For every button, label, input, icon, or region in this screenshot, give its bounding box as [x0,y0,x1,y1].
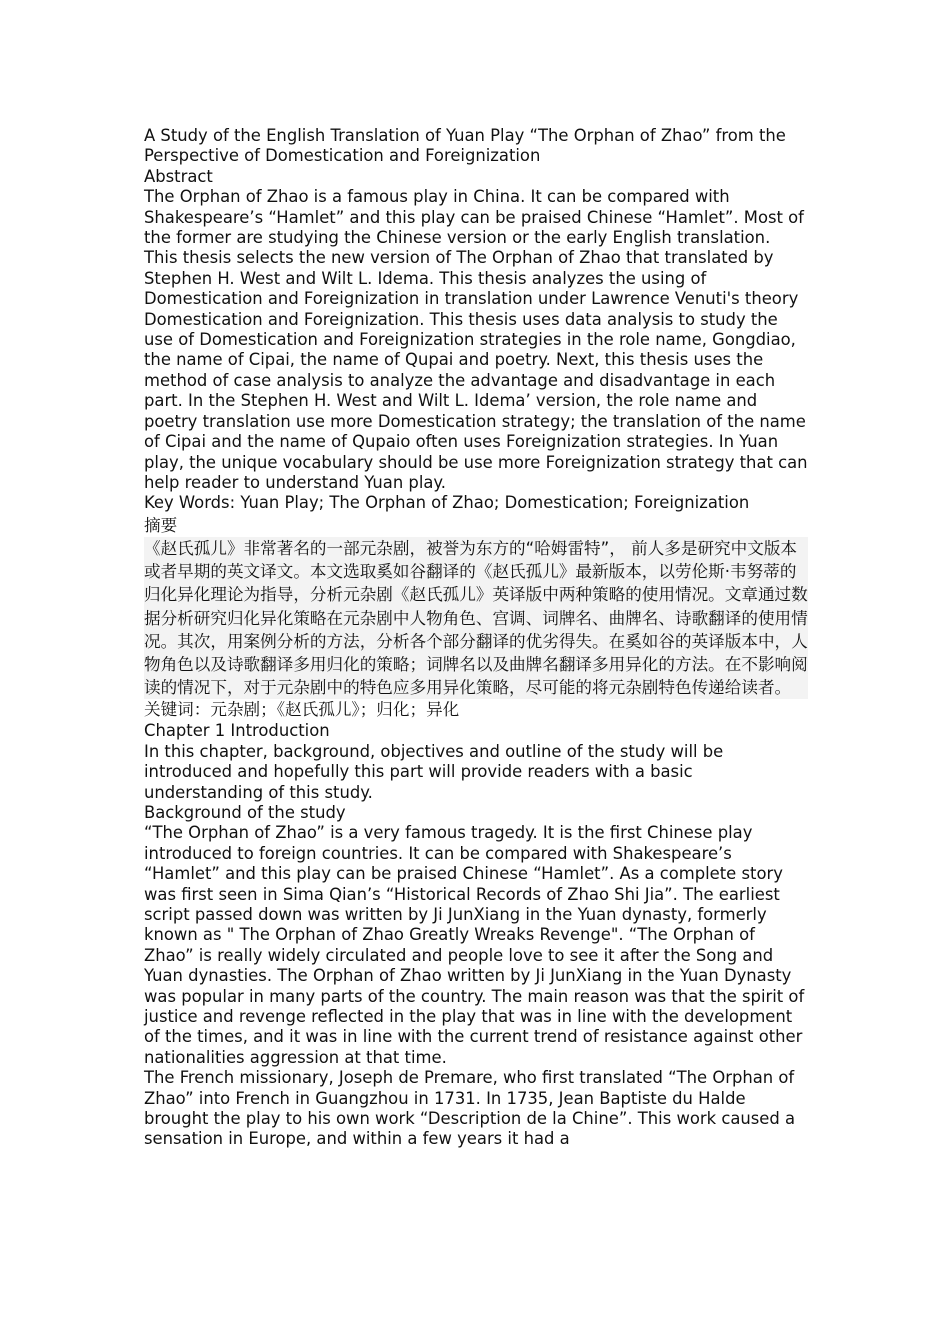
body-paragraph-2: The French missionary, Joseph de Premare, who first translated “The Orphan of Zhao” into French in Guangzhou in 1731. In 1735, Jean Baptiste du Halde brought the play to his own work “Description de la Chine”. This work caused a sensation in Europe, and within a few years it had a [144,1068,796,1149]
abstract-heading: Abstract [144,166,213,186]
chapter-heading: Chapter 1 Introduction [144,721,330,741]
chapter-intro: In this chapter, background, objectives and outline of the study will be introduced and hopefully this part will provide readers with a basic understanding of this study. [144,741,724,802]
document-title: A Study of the English Translation of Yuan Play “The Orphan of Zhao” from the Perspective of Domestication and Foreignization [144,126,786,166]
section-heading: Background of the study [144,802,346,822]
keywords-en: Key Words: Yuan Play; The Orphan of Zhao; Domestication; Foreignization [144,493,750,513]
document-page [144,126,808,1150]
abstract-zh-heading: 摘要 [144,515,178,535]
keywords-zh: 关键词：元杂剧；《赵氏孤儿》；归化；异化 [144,700,460,720]
body-paragraph-1: “The Orphan of Zhao” is a very famous tragedy. It is the first Chinese play introduced to foreign countries. It can be compared with Shakespeare’s “Hamlet” and this play can be praised Chinese “Hamlet”. As a complete story was first seen in Sima Qian’s “Historical Records of Zhao Shi Jia”. The earliest script passed down was written by Ji JunXiang in the Yuan dynasty, formerly known as " The Orphan of Zhao Greatly Wreaks Revenge". “The Orphan of Zhao” is really widely circulated and people love to see it after the Song and Yuan dynasties. The Orphan of Zhao written by Ji JunXiang in the Yuan Dynasty was popular in many parts of the country. The main reason was that the spirit of justice and revenge reflected in the play that was in line with the development of the times, and it was in line with the current trend of resistance against other nationalities aggression at that time. [144,823,805,1067]
abstract-body: The Orphan of Zhao is a famous play in China. It can be compared with Shakespeare’s “Hamlet” and this play can be praised Chinese “Hamlet”. Most of the former are studying the Chinese version or the early English translation. This thesis selects the new version of The Orphan of Zhao that translated by Stephen H. West and Wilt L. Idema. This thesis analyzes the using of Domestication and Foreignization in translation under Lawrence Venuti's theory Domestication and Foreignization. This thesis uses data analysis to study the use of Domestication and Foreignization strategies in the role name, Gongdiao, the name of Cipai, the name of Qupai and poetry. Next, this thesis uses the method of case analysis to analyze the advantage and disadvantage in each part. In the Stephen H. West and Wilt L. Idema’ version, the role name and poetry translation use more Domestication strategy; the translation of the name of Cipai and the name of Qupaio often uses Foreignization strategies. In Yuan play, the unique vocabulary should be use more Foreignization strategy that can help reader to understand Yuan play. [144,187,808,492]
abstract-zh-body: 《赵氏孤儿》非常著名的一部元杂剧，被誉为东方的“哈姆雷特”， 前人多是研究中文版本或者早期的英文译文。本文选取奚如谷翻译的《赵氏孤儿》最新版本，以劳伦斯·韦努蒂的归化异化理论为指导，分析元杂剧《赵氏孤儿》英译版中两种策略的使用情况。文章通过数据分析研究归化异化策略在元杂剧中人物角色、宫调、词牌名、曲牌名、诗歌翻译的使用情况。其次，用案例分析的方法，分析各个部分翻译的优劣得失。在奚如谷的英译版本中，人物角色以及诗歌翻译多用归化的策略；词牌名以及曲牌名翻译多用异化的方法。在不影响阅读的情况下，对于元杂剧中的特色应多用异化策略，尽可能的将元杂剧特色传递给读者。 [144,537,808,699]
